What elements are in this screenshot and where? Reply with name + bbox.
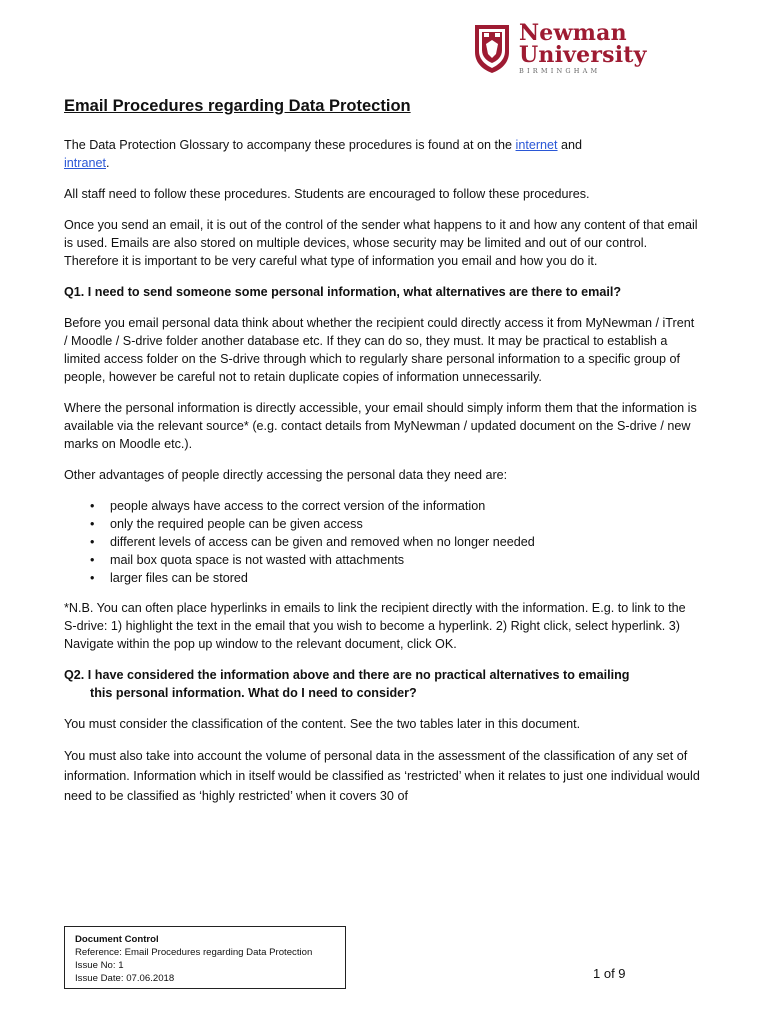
logo-wordmark-line3: BIRMINGHAM bbox=[519, 67, 601, 75]
document-body bbox=[64, 94, 700, 818]
question-2-line2: this personal information. What do I need to consider? bbox=[90, 686, 417, 700]
volume-paragraph: You must also take into account the volume of personal data in the assessment of the classification of any set of information. Information which in itself would be classified as ‘restricted’ when it relates to just one individual would need to be classified as ‘highly restricted’ when it covers 30 of bbox=[64, 749, 700, 803]
issue-date: Issue Date: 07.06.2018 bbox=[75, 973, 175, 984]
nb-paragraph: *N.B. You can often place hyperlinks in emails to link the recipient directly with the information. E.g. to link to the S-drive: 1) highlight the text in the email that you wish to become a hyperlink. 2) Right click, select hyperlink. 3) Navigate within the pop up window to the relevant document, click OK. bbox=[64, 601, 686, 651]
logo-wordmark-line2: University bbox=[519, 42, 647, 68]
before-paragraph: Before you email personal data think about whether the recipient could directly access it from MyNewman / iTrent / Moodle / S-drive folder another database etc. If they can do so, they must. It may be practical to establish a limited access folder on the S-drive through which to regularly share personal information to a specific group of people, however be careful not to retain duplicate copies of information unnecessarily. bbox=[64, 316, 695, 384]
page-number: 1 of 9 bbox=[593, 966, 626, 981]
logo-wordmark-line1: Newman bbox=[519, 20, 627, 46]
where-paragraph: Where the personal information is directly accessible, your email should simply inform them that the information is available via the relevant source* (e.g. contact details from MyNewman / updated document on the S-drive / new marks on Moodle etc.). bbox=[64, 401, 697, 451]
question-2 bbox=[64, 666, 700, 702]
once-paragraph: Once you send an email, it is out of the control of the sender what happens to it and how any content of that email is used. Emails are also stored on multiple devices, whose security may be limited and out of our control. Therefore it is important to be very careful what type of information you email and how you do it. bbox=[64, 218, 698, 268]
intranet-link[interactable]: intranet bbox=[64, 156, 107, 170]
advantages-list bbox=[64, 497, 700, 587]
issue-number: Issue No: 1 bbox=[75, 960, 124, 971]
document-control-title: Document Control bbox=[75, 934, 159, 945]
page-title: Email Procedures regarding Data Protection bbox=[64, 97, 411, 115]
list-item: • different levels of access can be given and removed when no longer needed bbox=[110, 533, 700, 551]
list-item: • only the required people can be given access bbox=[110, 515, 700, 533]
intro-text: The Data Protection Glossary to accompany these procedures is found at on the bbox=[64, 138, 516, 152]
document-reference: Reference: Email Procedures regarding Data Protection bbox=[75, 947, 313, 958]
intro-end: . bbox=[106, 156, 110, 170]
crest-icon bbox=[472, 22, 512, 74]
intro-paragraph bbox=[64, 136, 700, 172]
list-item: • mail box quota space is not wasted with attachments bbox=[110, 551, 700, 569]
document-control-box bbox=[64, 926, 346, 989]
staff-paragraph: All staff need to follow these procedures. Students are encouraged to follow these procedures. bbox=[64, 187, 590, 201]
list-item: • larger files can be stored bbox=[110, 569, 700, 587]
internet-link[interactable]: internet bbox=[515, 138, 558, 152]
question-2-line1: Q2. I have considered the information above and there are no practical alternatives to emailing bbox=[64, 668, 630, 682]
question-1: Q1. I need to send someone some personal information, what alternatives are there to email? bbox=[64, 285, 622, 299]
newman-university-logo bbox=[472, 22, 647, 74]
intro-and: and bbox=[557, 138, 583, 152]
classification-paragraph: You must consider the classification of the content. See the two tables later in this document. bbox=[64, 717, 581, 731]
other-advantages-paragraph: Other advantages of people directly accessing the personal data they need are: bbox=[64, 468, 508, 482]
list-item: • people always have access to the correct version of the information bbox=[110, 497, 700, 515]
